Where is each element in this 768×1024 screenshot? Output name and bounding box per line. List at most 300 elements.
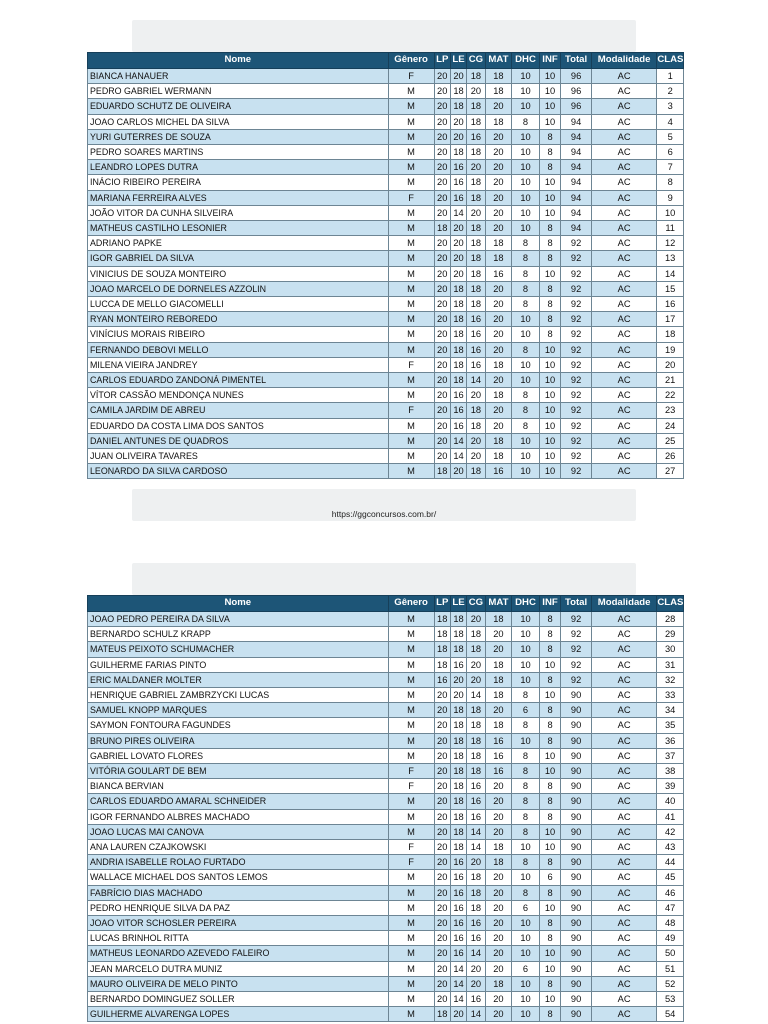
table-row: [88, 840, 684, 855]
cell-cg: 16: [467, 312, 485, 327]
cell-lp: 20: [434, 931, 450, 946]
cell-lp: 20: [434, 205, 450, 220]
cell-genero: M: [388, 464, 434, 479]
cell-nome: PEDRO GABRIEL WERMANN: [88, 84, 389, 99]
cell-lp: 18: [434, 627, 450, 642]
cell-total: 90: [561, 976, 592, 991]
cell-inf: 10: [539, 114, 560, 129]
cell-genero: M: [388, 688, 434, 703]
cell-le: 18: [450, 703, 466, 718]
cell-modalidade: AC: [591, 99, 656, 114]
cell-lp: 20: [434, 388, 450, 403]
table-row: [88, 627, 684, 642]
table-row: [88, 733, 684, 748]
cell-inf: 8: [539, 794, 560, 809]
cell-cg: 18: [467, 733, 485, 748]
cell-dhc: 8: [512, 748, 540, 763]
cell-total: 92: [561, 236, 592, 251]
cell-modalidade: AC: [591, 433, 656, 448]
cell-dhc: 10: [512, 99, 540, 114]
cell-cg: 18: [467, 190, 485, 205]
cell-clas: 48: [657, 916, 684, 931]
cell-modalidade: AC: [591, 373, 656, 388]
cell-cg: 18: [467, 870, 485, 885]
cell-genero: M: [388, 900, 434, 915]
cell-nome: PEDRO HENRIQUE SILVA DA PAZ: [88, 900, 389, 915]
cell-mat: 20: [485, 373, 512, 388]
cell-modalidade: AC: [591, 733, 656, 748]
cell-nome: LUCAS BRINHOL RITTA: [88, 931, 389, 946]
cell-genero: F: [388, 190, 434, 205]
cell-modalidade: AC: [591, 388, 656, 403]
cell-lp: 20: [434, 870, 450, 885]
table-row: [88, 342, 684, 357]
cell-modalidade: AC: [591, 1007, 656, 1022]
cell-dhc: 8: [512, 718, 540, 733]
cell-total: 92: [561, 612, 592, 627]
cell-cg: 14: [467, 688, 485, 703]
table-header-row: [88, 596, 684, 612]
cell-dhc: 10: [512, 69, 540, 84]
cell-total: 90: [561, 809, 592, 824]
cell-dhc: 10: [512, 992, 540, 1007]
cell-mat: 18: [485, 657, 512, 672]
cell-nome: PEDRO SOARES MARTINS: [88, 145, 389, 160]
table-row: [88, 297, 684, 312]
cell-le: 18: [450, 281, 466, 296]
cell-genero: M: [388, 946, 434, 961]
cell-cg: 18: [467, 221, 485, 236]
cell-total: 92: [561, 342, 592, 357]
table-row: [88, 992, 684, 1007]
cell-mat: 18: [485, 251, 512, 266]
cell-dhc: 8: [512, 764, 540, 779]
cell-clas: 16: [657, 297, 684, 312]
cell-nome: DANIEL ANTUNES DE QUADROS: [88, 433, 389, 448]
cell-le: 18: [450, 145, 466, 160]
cell-nome: SAYMON FONTOURA FAGUNDES: [88, 718, 389, 733]
cell-nome: BERNARDO SCHULZ KRAPP: [88, 627, 389, 642]
cell-dhc: 10: [512, 672, 540, 687]
cell-inf: 8: [539, 612, 560, 627]
column-header-mat: MAT: [485, 53, 512, 69]
cell-total: 90: [561, 931, 592, 946]
cell-modalidade: AC: [591, 251, 656, 266]
table-row: [88, 236, 684, 251]
cell-clas: 40: [657, 794, 684, 809]
cell-dhc: 10: [512, 733, 540, 748]
cell-lp: 18: [434, 1007, 450, 1022]
cell-le: 20: [450, 114, 466, 129]
cell-mat: 20: [485, 931, 512, 946]
cell-nome: VINÍCIUS MORAIS RIBEIRO: [88, 327, 389, 342]
cell-mat: 20: [485, 961, 512, 976]
cell-nome: BERNARDO DOMINGUEZ SOLLER: [88, 992, 389, 1007]
cell-cg: 18: [467, 175, 485, 190]
cell-le: 16: [450, 931, 466, 946]
cell-mat: 20: [485, 297, 512, 312]
cell-mat: 18: [485, 357, 512, 372]
cell-le: 16: [450, 900, 466, 915]
cell-inf: 8: [539, 236, 560, 251]
cell-mat: 20: [485, 190, 512, 205]
cell-lp: 20: [434, 961, 450, 976]
cell-inf: 10: [539, 357, 560, 372]
table-row: [88, 449, 684, 464]
table-row: [88, 129, 684, 144]
cell-clas: 45: [657, 870, 684, 885]
cell-cg: 14: [467, 824, 485, 839]
cell-lp: 20: [434, 403, 450, 418]
cell-le: 18: [450, 809, 466, 824]
cell-inf: 8: [539, 145, 560, 160]
table-row: [88, 175, 684, 190]
cell-genero: M: [388, 627, 434, 642]
cell-inf: 8: [539, 703, 560, 718]
cell-mat: 16: [485, 266, 512, 281]
cell-inf: 8: [539, 733, 560, 748]
cell-cg: 20: [467, 449, 485, 464]
cell-mat: 20: [485, 870, 512, 885]
cell-nome: VINICIUS DE SOUZA MONTEIRO: [88, 266, 389, 281]
cell-lp: 20: [434, 946, 450, 961]
cell-inf: 8: [539, 297, 560, 312]
cell-total: 90: [561, 855, 592, 870]
cell-dhc: 10: [512, 916, 540, 931]
cell-mat: 20: [485, 824, 512, 839]
cell-cg: 18: [467, 900, 485, 915]
cell-mat: 20: [485, 99, 512, 114]
cell-dhc: 10: [512, 870, 540, 885]
cell-clas: 32: [657, 672, 684, 687]
table-row: [88, 403, 684, 418]
cell-dhc: 8: [512, 388, 540, 403]
cell-inf: 8: [539, 251, 560, 266]
cell-genero: M: [388, 266, 434, 281]
cell-modalidade: AC: [591, 627, 656, 642]
cell-modalidade: AC: [591, 992, 656, 1007]
cell-lp: 20: [434, 312, 450, 327]
cell-cg: 18: [467, 718, 485, 733]
cell-clas: 19: [657, 342, 684, 357]
cell-dhc: 8: [512, 418, 540, 433]
cell-modalidade: AC: [591, 779, 656, 794]
cell-mat: 20: [485, 129, 512, 144]
cell-lp: 16: [434, 672, 450, 687]
table-row: [88, 916, 684, 931]
cell-genero: M: [388, 672, 434, 687]
cell-dhc: 10: [512, 129, 540, 144]
cell-lp: 20: [434, 900, 450, 915]
cell-cg: 18: [467, 403, 485, 418]
cell-dhc: 8: [512, 297, 540, 312]
cell-genero: M: [388, 733, 434, 748]
cell-dhc: 6: [512, 703, 540, 718]
cell-nome: WALLACE MICHAEL DOS SANTOS LEMOS: [88, 870, 389, 885]
cell-dhc: 10: [512, 373, 540, 388]
table-row: [88, 84, 684, 99]
cell-modalidade: AC: [591, 221, 656, 236]
cell-cg: 20: [467, 672, 485, 687]
table-row: [88, 748, 684, 763]
cell-dhc: 8: [512, 688, 540, 703]
cell-inf: 8: [539, 312, 560, 327]
column-header-total: Total: [561, 53, 592, 69]
cell-total: 90: [561, 718, 592, 733]
cell-lp: 18: [434, 642, 450, 657]
cell-le: 18: [450, 84, 466, 99]
cell-le: 18: [450, 297, 466, 312]
cell-total: 92: [561, 251, 592, 266]
cell-modalidade: AC: [591, 464, 656, 479]
cell-dhc: 8: [512, 885, 540, 900]
cell-nome: GUILHERME FARIAS PINTO: [88, 657, 389, 672]
cell-mat: 18: [485, 855, 512, 870]
cell-inf: 10: [539, 449, 560, 464]
cell-clas: 31: [657, 657, 684, 672]
cell-cg: 20: [467, 657, 485, 672]
cell-clas: 9: [657, 190, 684, 205]
column-header-lp: LP: [434, 53, 450, 69]
cell-cg: 14: [467, 946, 485, 961]
cell-lp: 20: [434, 266, 450, 281]
cell-clas: 18: [657, 327, 684, 342]
cell-inf: 10: [539, 418, 560, 433]
cell-nome: CAMILA JARDIM DE ABREU: [88, 403, 389, 418]
cell-nome: ANDRIA ISABELLE ROLAO FURTADO: [88, 855, 389, 870]
cell-genero: M: [388, 373, 434, 388]
cell-lp: 20: [434, 342, 450, 357]
cell-lp: 20: [434, 129, 450, 144]
cell-dhc: 8: [512, 403, 540, 418]
cell-nome: MATHEUS LEONARDO AZEVEDO FALEIRO: [88, 946, 389, 961]
cell-clas: 13: [657, 251, 684, 266]
cell-lp: 20: [434, 281, 450, 296]
cell-genero: M: [388, 642, 434, 657]
cell-total: 90: [561, 824, 592, 839]
cell-total: 92: [561, 403, 592, 418]
cell-cg: 18: [467, 748, 485, 763]
cell-genero: M: [388, 612, 434, 627]
table-row: [88, 221, 684, 236]
column-header-clas: CLAS: [657, 53, 684, 69]
cell-clas: 38: [657, 764, 684, 779]
cell-nome: FABRÍCIO DIAS MACHADO: [88, 885, 389, 900]
cell-genero: M: [388, 931, 434, 946]
cell-modalidade: AC: [591, 642, 656, 657]
table-row: [88, 688, 684, 703]
cell-inf: 8: [539, 327, 560, 342]
cell-clas: 53: [657, 992, 684, 1007]
cell-inf: 10: [539, 464, 560, 479]
cell-inf: 10: [539, 748, 560, 763]
cell-cg: 16: [467, 931, 485, 946]
cell-clas: 6: [657, 145, 684, 160]
table-row: [88, 251, 684, 266]
cell-le: 16: [450, 657, 466, 672]
cell-inf: 8: [539, 855, 560, 870]
cell-clas: 34: [657, 703, 684, 718]
cell-inf: 10: [539, 84, 560, 99]
cell-clas: 15: [657, 281, 684, 296]
cell-mat: 18: [485, 976, 512, 991]
table-row: [88, 1007, 684, 1022]
cell-nome: HENRIQUE GABRIEL ZAMBRZYCKI LUCAS: [88, 688, 389, 703]
cell-mat: 20: [485, 1007, 512, 1022]
table-row: [88, 373, 684, 388]
cell-nome: LEANDRO LOPES DUTRA: [88, 160, 389, 175]
cell-lp: 20: [434, 251, 450, 266]
cell-clas: 20: [657, 357, 684, 372]
cell-cg: 20: [467, 205, 485, 220]
ranking-table-2: [87, 595, 684, 1022]
cell-inf: 10: [539, 99, 560, 114]
cell-modalidade: AC: [591, 824, 656, 839]
cell-inf: 8: [539, 718, 560, 733]
table-row: [88, 824, 684, 839]
table-row: [88, 976, 684, 991]
cell-nome: JUAN OLIVEIRA TAVARES: [88, 449, 389, 464]
ranking-table-1: [87, 52, 684, 479]
cell-inf: 8: [539, 281, 560, 296]
cell-mat: 18: [485, 840, 512, 855]
cell-dhc: 10: [512, 221, 540, 236]
cell-inf: 8: [539, 642, 560, 657]
cell-clas: 36: [657, 733, 684, 748]
cell-total: 92: [561, 433, 592, 448]
cell-inf: 8: [539, 779, 560, 794]
cell-total: 92: [561, 297, 592, 312]
cell-genero: M: [388, 205, 434, 220]
cell-mat: 18: [485, 388, 512, 403]
cell-nome: JOÃO VITOR DA CUNHA SILVEIRA: [88, 205, 389, 220]
cell-total: 92: [561, 449, 592, 464]
cell-dhc: 8: [512, 114, 540, 129]
cell-le: 16: [450, 388, 466, 403]
cell-mat: 20: [485, 885, 512, 900]
cell-total: 96: [561, 69, 592, 84]
cell-le: 16: [450, 870, 466, 885]
cell-genero: F: [388, 357, 434, 372]
cell-le: 20: [450, 251, 466, 266]
cell-dhc: 6: [512, 961, 540, 976]
cell-lp: 20: [434, 236, 450, 251]
cell-nome: MAURO OLIVEIRA DE MELO PINTO: [88, 976, 389, 991]
cell-mat: 20: [485, 946, 512, 961]
cell-nome: BIANCA HANAUER: [88, 69, 389, 84]
cell-cg: 18: [467, 642, 485, 657]
cell-dhc: 10: [512, 642, 540, 657]
cell-lp: 20: [434, 840, 450, 855]
cell-dhc: 10: [512, 840, 540, 855]
table-row: [88, 464, 684, 479]
table-row: [88, 961, 684, 976]
cell-lp: 20: [434, 992, 450, 1007]
cell-cg: 14: [467, 373, 485, 388]
cell-le: 18: [450, 840, 466, 855]
cell-mat: 20: [485, 175, 512, 190]
footer-url-link[interactable]: https://ggconcursos.com.br/: [331, 509, 437, 519]
cell-inf: 8: [539, 160, 560, 175]
table-row: [88, 190, 684, 205]
cell-modalidade: AC: [591, 69, 656, 84]
cell-cg: 18: [467, 703, 485, 718]
cell-clas: 30: [657, 642, 684, 657]
cell-le: 16: [450, 916, 466, 931]
column-header-dhc: DHC: [512, 596, 540, 612]
cell-genero: M: [388, 992, 434, 1007]
cell-le: 20: [450, 266, 466, 281]
cell-genero: M: [388, 748, 434, 763]
cell-nome: GABRIEL LOVATO FLORES: [88, 748, 389, 763]
cell-nome: LEONARDO DA SILVA CARDOSO: [88, 464, 389, 479]
cell-le: 18: [450, 342, 466, 357]
cell-clas: 33: [657, 688, 684, 703]
cell-total: 92: [561, 464, 592, 479]
cell-le: 16: [450, 175, 466, 190]
cell-genero: M: [388, 160, 434, 175]
cell-clas: 51: [657, 961, 684, 976]
cell-genero: M: [388, 885, 434, 900]
cell-total: 90: [561, 885, 592, 900]
cell-nome: YURI GUTERRES DE SOUZA: [88, 129, 389, 144]
table-row: [88, 718, 684, 733]
cell-genero: M: [388, 114, 434, 129]
cell-mat: 18: [485, 688, 512, 703]
cell-total: 90: [561, 748, 592, 763]
cell-dhc: 10: [512, 327, 540, 342]
cell-clas: 8: [657, 175, 684, 190]
cell-dhc: 10: [512, 160, 540, 175]
cell-genero: F: [388, 69, 434, 84]
cell-dhc: 10: [512, 1007, 540, 1022]
table-row: [88, 266, 684, 281]
cell-inf: 10: [539, 388, 560, 403]
cell-clas: 39: [657, 779, 684, 794]
cell-genero: F: [388, 764, 434, 779]
cell-lp: 20: [434, 733, 450, 748]
cell-genero: M: [388, 1007, 434, 1022]
table-header-row: [88, 53, 684, 69]
cell-dhc: 10: [512, 433, 540, 448]
watermark-band-top-2: [132, 563, 636, 595]
cell-lp: 20: [434, 175, 450, 190]
cell-total: 90: [561, 703, 592, 718]
column-header-dhc: DHC: [512, 53, 540, 69]
cell-mat: 20: [485, 992, 512, 1007]
cell-genero: M: [388, 297, 434, 312]
cell-clas: 23: [657, 403, 684, 418]
cell-dhc: 8: [512, 281, 540, 296]
cell-le: 18: [450, 718, 466, 733]
cell-le: 16: [450, 855, 466, 870]
cell-mat: 18: [485, 672, 512, 687]
table-row: [88, 281, 684, 296]
column-header-modalidade: Modalidade: [591, 53, 656, 69]
cell-modalidade: AC: [591, 946, 656, 961]
table-row: [88, 418, 684, 433]
column-header-modalidade: Modalidade: [591, 596, 656, 612]
cell-total: 94: [561, 205, 592, 220]
cell-modalidade: AC: [591, 855, 656, 870]
cell-mat: 20: [485, 642, 512, 657]
cell-lp: 20: [434, 327, 450, 342]
cell-total: 90: [561, 946, 592, 961]
cell-mat: 16: [485, 464, 512, 479]
cell-modalidade: AC: [591, 418, 656, 433]
cell-clas: 12: [657, 236, 684, 251]
cell-inf: 8: [539, 809, 560, 824]
